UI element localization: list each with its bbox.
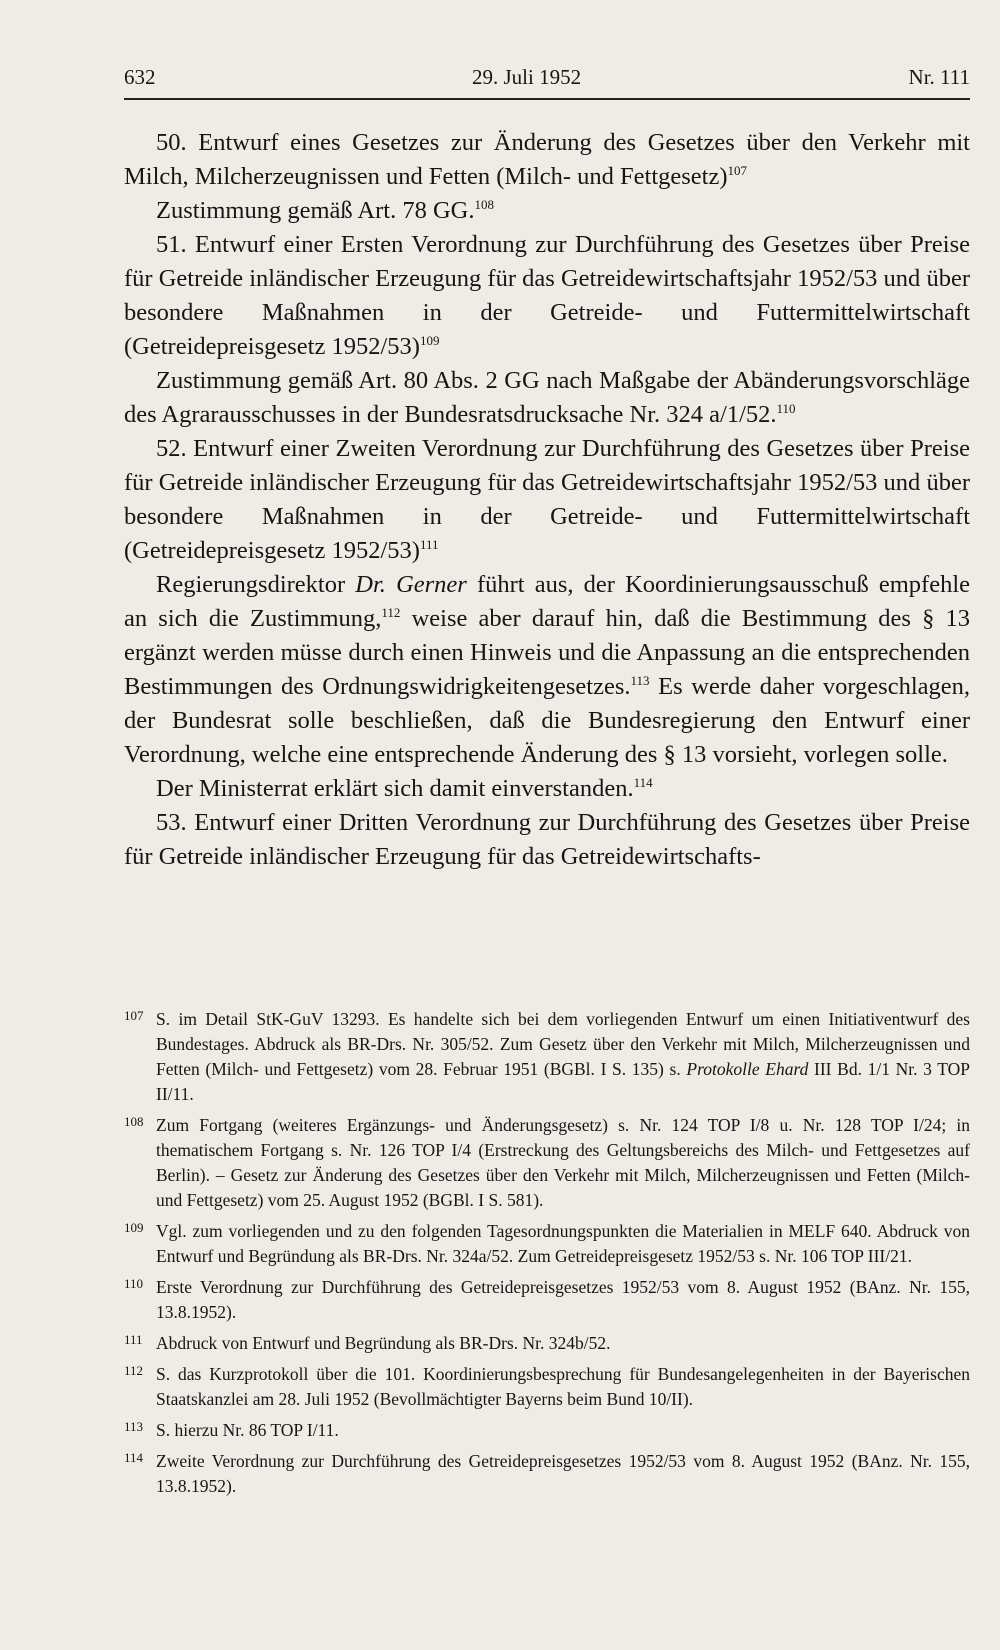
discussion-text: Es werde daher vorgeschlagen, der Bundesrat solle beschließen, daß die Bundesregierung den Entwurf einer Verordnung, welche eine entsprechende Änderung des § 13 vorsieht, vorlegen solle. bbox=[124, 673, 970, 768]
footnote bbox=[124, 1418, 970, 1443]
agenda-item-52 bbox=[124, 432, 970, 568]
footnote-number: 107 bbox=[124, 1008, 144, 1023]
footnote-ref: 113 bbox=[630, 673, 650, 688]
footnote-ref: 111 bbox=[419, 537, 439, 552]
footnote bbox=[124, 1113, 970, 1213]
footnote-text: S. hierzu Nr. 86 TOP I/11. bbox=[156, 1420, 339, 1440]
footnote-number: 110 bbox=[124, 1276, 144, 1291]
agenda-item-52-text: 52. Entwurf einer Zweiten Verordnung zur Durchführung des Gesetzes über Preise für Getreide inländischer Erzeugung für das Getreidewirtschaftsjahr 1952/53 und über besondere Maßnahmen in der Getreide- und Futtermittelwirtschaft (Getreidepreisgesetz 1952/53) bbox=[124, 435, 970, 564]
footnote-text: S. das Kurzprotokoll über die 101. Koordinierungsbesprechung für Bundesangelegenheiten in der Bayerischen Staatskanzlei am 28. Juli 1952 (Bevollmächtigter Bayerns beim Bund 10/II). bbox=[156, 1364, 970, 1409]
page-number: 632 bbox=[124, 65, 156, 89]
footnote-ref: 114 bbox=[633, 775, 653, 790]
footnote bbox=[124, 1219, 970, 1269]
footnote-number: 108 bbox=[124, 1114, 144, 1129]
decision-50-text: Zustimmung gemäß Art. 78 GG. bbox=[156, 197, 475, 224]
footnote-ref: 112 bbox=[381, 605, 401, 620]
footnote bbox=[124, 1449, 970, 1499]
decision-50 bbox=[124, 194, 970, 228]
footnote-text: Zweite Verordnung zur Durchführung des Getreidepreisgesetzes 1952/53 vom 8. August 1952 (BAnz. Nr. 155, 13.8.1952). bbox=[156, 1451, 970, 1496]
agenda-item-53-text: 53. Entwurf einer Dritten Verordnung zur Durchführung des Gesetzes über Preise für Getreide inländischer Erzeugung für das Getreidewirtschafts- bbox=[124, 809, 970, 870]
footnote-text-italic: Protokolle Ehard bbox=[686, 1059, 809, 1079]
discussion-52 bbox=[124, 568, 970, 772]
footnote-number: 111 bbox=[124, 1332, 143, 1347]
agenda-item-50-text: 50. Entwurf eines Gesetzes zur Änderung des Gesetzes über den Verkehr mit Milch, Milcherzeugnissen und Fetten (Milch- und Fettgesetz) bbox=[124, 129, 970, 190]
footnote-ref: 110 bbox=[776, 401, 796, 416]
agenda-item-51-text: 51. Entwurf einer Ersten Verordnung zur Durchführung des Gesetzes über Preise für Getreide inländischer Erzeugung für das Getreidewirtschaftsjahr 1952/53 und über besondere Maßnahmen in der Getreide- und Futtermittelwirtschaft (Getreidepreisgesetz 1952/53) bbox=[124, 231, 970, 360]
footnote-number: 114 bbox=[124, 1450, 144, 1465]
footnote-text: Vgl. zum vorliegenden und zu den folgenden Tagesordnungspunkten die Materialien in MELF 640. Abdruck von Entwurf und Begründung als BR-Drs. Nr. 324a/52. Zum Getreidepreisgesetz 1952/53 s. Nr. 106 TOP III/21. bbox=[156, 1221, 970, 1266]
decision-51-text: Zustimmung gemäß Art. 80 Abs. 2 GG nach Maßgabe der Abänderungsvorschläge des Agrarausschusses in der Bundesratsdrucksache Nr. 324 a/1/52. bbox=[124, 367, 970, 428]
footnote-number: 109 bbox=[124, 1220, 144, 1235]
decision-52 bbox=[124, 772, 970, 806]
footnote-number: 113 bbox=[124, 1419, 144, 1434]
agenda-item-53 bbox=[124, 806, 970, 874]
footnote bbox=[124, 1007, 970, 1107]
footnote-ref: 109 bbox=[419, 333, 440, 348]
header-date: 29. Juli 1952 bbox=[472, 65, 582, 89]
discussion-text: führt aus, der Koordinierungsausschuß empfehle an sich die Zustimmung, bbox=[124, 571, 970, 632]
agenda-item-50 bbox=[124, 126, 970, 194]
footnote-ref: 107 bbox=[727, 163, 748, 178]
main-text bbox=[124, 126, 970, 874]
discussion-text: weise aber darauf hin, daß die Bestimmung des § 13 ergänzt werden müsse durch einen Hinweis und die Anpassung an die entsprechenden Bestimmungen des Ordnungswidrigkeitengesetzes. bbox=[124, 605, 970, 700]
footnote-text: Abdruck von Entwurf und Begründung als BR-Drs. Nr. 324b/52. bbox=[156, 1333, 611, 1353]
footnotes bbox=[124, 1007, 970, 1505]
footnote-text: Erste Verordnung zur Durchführung des Getreidepreisgesetzes 1952/53 vom 8. August 1952 (BAnz. Nr. 155, 13.8.1952). bbox=[156, 1277, 970, 1322]
speaker-name: Dr. Gerner bbox=[355, 571, 467, 598]
running-header bbox=[124, 60, 970, 100]
agenda-item-51 bbox=[124, 228, 970, 364]
footnote-text: S. im Detail StK-GuV 13293. Es handelte sich bei dem vorliegenden Entwurf um einen Initiativentwurf des Bundestages. Abdruck als BR-Drs. Nr. 305/52. Zum Gesetz über den Verkehr mit Milch, Milcherzeugnissen und Fetten (Milch- und Fettgesetz) vom 28. Februar 1951 (BGBl. I S. 135) s. bbox=[156, 1009, 970, 1079]
discussion-text: Regierungsdirektor bbox=[156, 571, 356, 598]
footnote bbox=[124, 1275, 970, 1325]
footnote-number: 112 bbox=[124, 1363, 144, 1378]
footnote bbox=[124, 1362, 970, 1412]
footnote-text: III Bd. 1/1 Nr. 3 TOP II/11. bbox=[156, 1059, 970, 1104]
decision-52-text: Der Ministerrat erklärt sich damit einverstanden. bbox=[156, 775, 634, 802]
footnote-ref: 108 bbox=[474, 197, 494, 212]
header-issue-number: Nr. 111 bbox=[908, 65, 970, 89]
footnote-text: Zum Fortgang (weiteres Ergänzungs- und Änderungsgesetz) s. Nr. 124 TOP I/8 u. Nr. 128 TOP I/24; in thematischem Fortgang s. Nr. 126 TOP I/4 (Erstreckung des Geltungsbereichs des Milch- und Fettgesetzes auf Berlin). – Gesetz zur Änderung des Gesetzes über den Verkehr mit Milch, Milcherzeugnissen und Fetten (Milch- und Fettgesetz) vom 25. August 1952 (BGBl. I S. 581). bbox=[156, 1115, 970, 1210]
footnote bbox=[124, 1331, 970, 1356]
decision-51 bbox=[124, 364, 970, 432]
